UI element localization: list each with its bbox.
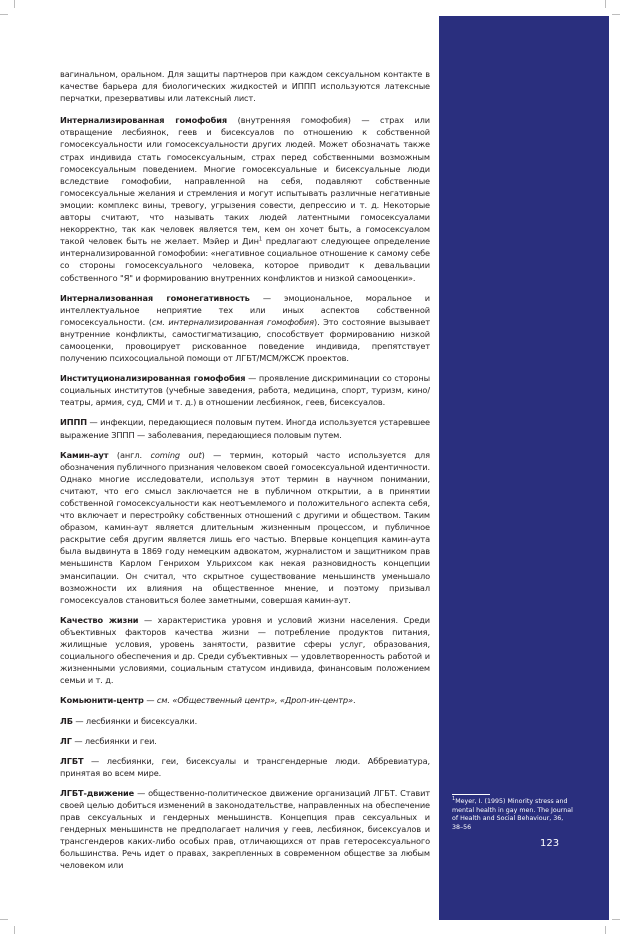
crop-mark: [605, 0, 606, 8]
entry-internalized-homonegativity: Интернализованная гомонегативность — эмоциональное, моральное и интеллектуальное неприятие тех или иных аспектов собственной гомосексуальности. (см. интернализированная гомофобия). Это состояние вызывает внутренние конфликты, самостигматизацию, способствует формированию низкой самооценки, провоцирует рискованное поведение индивида, препятствует получению психосоциальной помощи от ЛГБТ/МСМ/ЖСЖ проектов.: [60, 292, 430, 364]
crop-mark: [0, 14, 8, 15]
glossary-text: [60, 68, 430, 880]
crop-mark: [612, 14, 620, 15]
entry-community-center: Комьюнити-центр — см. «Общественный центр», «Дроп-ин-центр».: [60, 695, 356, 706]
intro-paragraph: вагинальном, оральном. Для защиты партнеров при каждом сексуальном контакте в качестве барьера для биологических жидкостей и ИППП используются латексные перчатки, презервативы или латексный лист.: [60, 69, 430, 104]
entry-lg: ЛГ — лесбиянки и геи.: [60, 735, 157, 746]
entry-lgbt: ЛГБТ — лесбиянки, геи, бисексуалы и трансгендерные люди. Аббревиатура, принятая во всем мире.: [60, 755, 430, 778]
entry-quality-of-life: Качество жизни — характеристика уровня и условий жизни населения. Среди объективных факторов качества жизни — потребление продуктов питания, жилищные условия, уровень занятости, развитие сферы услуг, образования, социального обеспечения и др. Среди субъективных — удовлетворенность работой и жизненными условиями, социальным статусом индивида, финансовым положением семьи и т. д.: [60, 614, 430, 686]
entry-institutional-homophobia: Институционализированная гомофобия — проявление дискриминации со стороны социальных институтов (учебные заведения, работа, медицина, спорт, туризм, кино/театры, армия, суд, СМИ и т. д.) в отношении лесбиянок, геев, бисексуалов.: [60, 373, 430, 408]
entry-term: Интернализированная гомофобия: [60, 115, 228, 126]
footnote: [452, 795, 576, 832]
entry-internalized-homophobia: Интернализированная гомофобия (внутренняя гомофобия) — страх или отвращение лесбиянок, геев и бисексуалов по отношению к собственной гомосексуальности или гомосексуальности других людей. Может обозначать также страх индивида стать гомосексуальным, страх перед собственными возможным гомосексуальным поведением. Многие гомосексуальные и бисексуальные люди вследствие гомофобии, направленной на себя, подавляют собственные гомосексуальные желания и стремления и могут испытывать различные негативные эмоции: комплекс вины, тревогу, угрызения совести, депрессию и т. д. Некоторые авторы считают, что называть таких людей латентными гомосексуалами некорректно, так как человек является тем, кем он хочет быть, а гомосексуалом такой человек быть не желает. Мэйер и Дин$^1$ предлагают следующее определение интернализированной гомофобии: «негативное социальное отношение к самому себе со стороны гомосексуального человека, которое приводит к девальвации собственного "Я" и формированию внутренних конфликтов и низкой самооценки».: [60, 115, 431, 283]
crop-mark: [14, 0, 15, 8]
english-term: coming out: [150, 449, 202, 460]
entry-lgbt-movement: ЛГБТ-движение — общественно-политическое движение организаций ЛГБТ. Ставит своей целью добиться изменений в законодательстве, направленных на обеспечение прав сексуальных и гендерных меньшинств. Концепция прав сексуальных и гендерных меньшинств не предполагает наличия у геев, лесбиянок, бисексуалов и трансгендеров каких-либо особых прав, отличающихся от прав гетеросексуального большинства. Речь идет о правах, закрепленных в современном обществе за любым человеком или: [60, 787, 430, 871]
entry-term: ЛГБТ-движение: [60, 787, 135, 798]
crop-mark: [14, 926, 15, 934]
entry-term: ИППП: [60, 417, 88, 428]
entry-lb: ЛБ — лесбиянки и бисексуалки.: [60, 715, 198, 726]
sidebar-panel: [439, 16, 609, 920]
entry-term: Качество жизни: [60, 614, 139, 625]
entry-term: ЛГБТ: [60, 755, 84, 766]
crop-mark: [612, 919, 620, 920]
entry-term: Комьюнити-центр: [60, 695, 144, 706]
footnote-marker: 1: [452, 795, 456, 802]
entry-term: Камин-аут: [60, 449, 109, 460]
footnote-text: Meyer, I. (1995) Minority stress and mental health in gay men. The Journal of Health and Social Behaviour, 36, 38–56: [452, 798, 573, 831]
footnote-ref[interactable]: 1: [258, 236, 263, 243]
entry-term: Интернализованная гомонегативность: [60, 292, 250, 303]
entry-ippp: ИППП — инфекции, передающиеся половым путем. Иногда используется устаревшее выражение ЗППП — заболевания, передающиеся половым путем.: [60, 417, 430, 440]
entry-term: ЛБ: [60, 715, 73, 726]
crop-mark: [0, 919, 8, 920]
entry-term: Институционализированная гомофобия: [60, 373, 246, 384]
crop-mark: [605, 926, 606, 934]
cross-reference: см. интернализированная гомофобия: [151, 316, 314, 327]
entry-term: ЛГ: [60, 735, 72, 746]
page-number: 123: [540, 838, 560, 849]
footnote-rule: [452, 794, 490, 795]
cross-reference: см. «Общественный центр», «Дроп-ин-центр»: [156, 695, 353, 706]
entry-coming-out: Камин-аут (англ. coming out) — термин, который часто используется для обозначения публичного признания человеком своей гомосексуальной идентичности. Однако многие исследователи, используя этот термин в научном понимании, считают, что его смысл заключается не в публичном открытии, а в принятии собственной гомосексуальности как неотъемлемого и положительного аспекта себя, что включает и перестройку собственных отношений с другими и обществом. Таким образом, камин-аут является длительным жизненным процессом, и публичное раскрытие себя другим является лишь его частью. Впервые концепция камин-аута была выдвинута в 1869 году немецким адвокатом, журналистом и защитником прав меньшинств Карлом Генрихом Ульрихсом как некая разновидность концепции эмансипации. Он считал, что скрытное существование меньшинств уменьшало возможности их влияния на общественное мнение, и поэтому призывал гомосексуалов становиться более заметными, совершая камин-аут.: [60, 449, 430, 605]
